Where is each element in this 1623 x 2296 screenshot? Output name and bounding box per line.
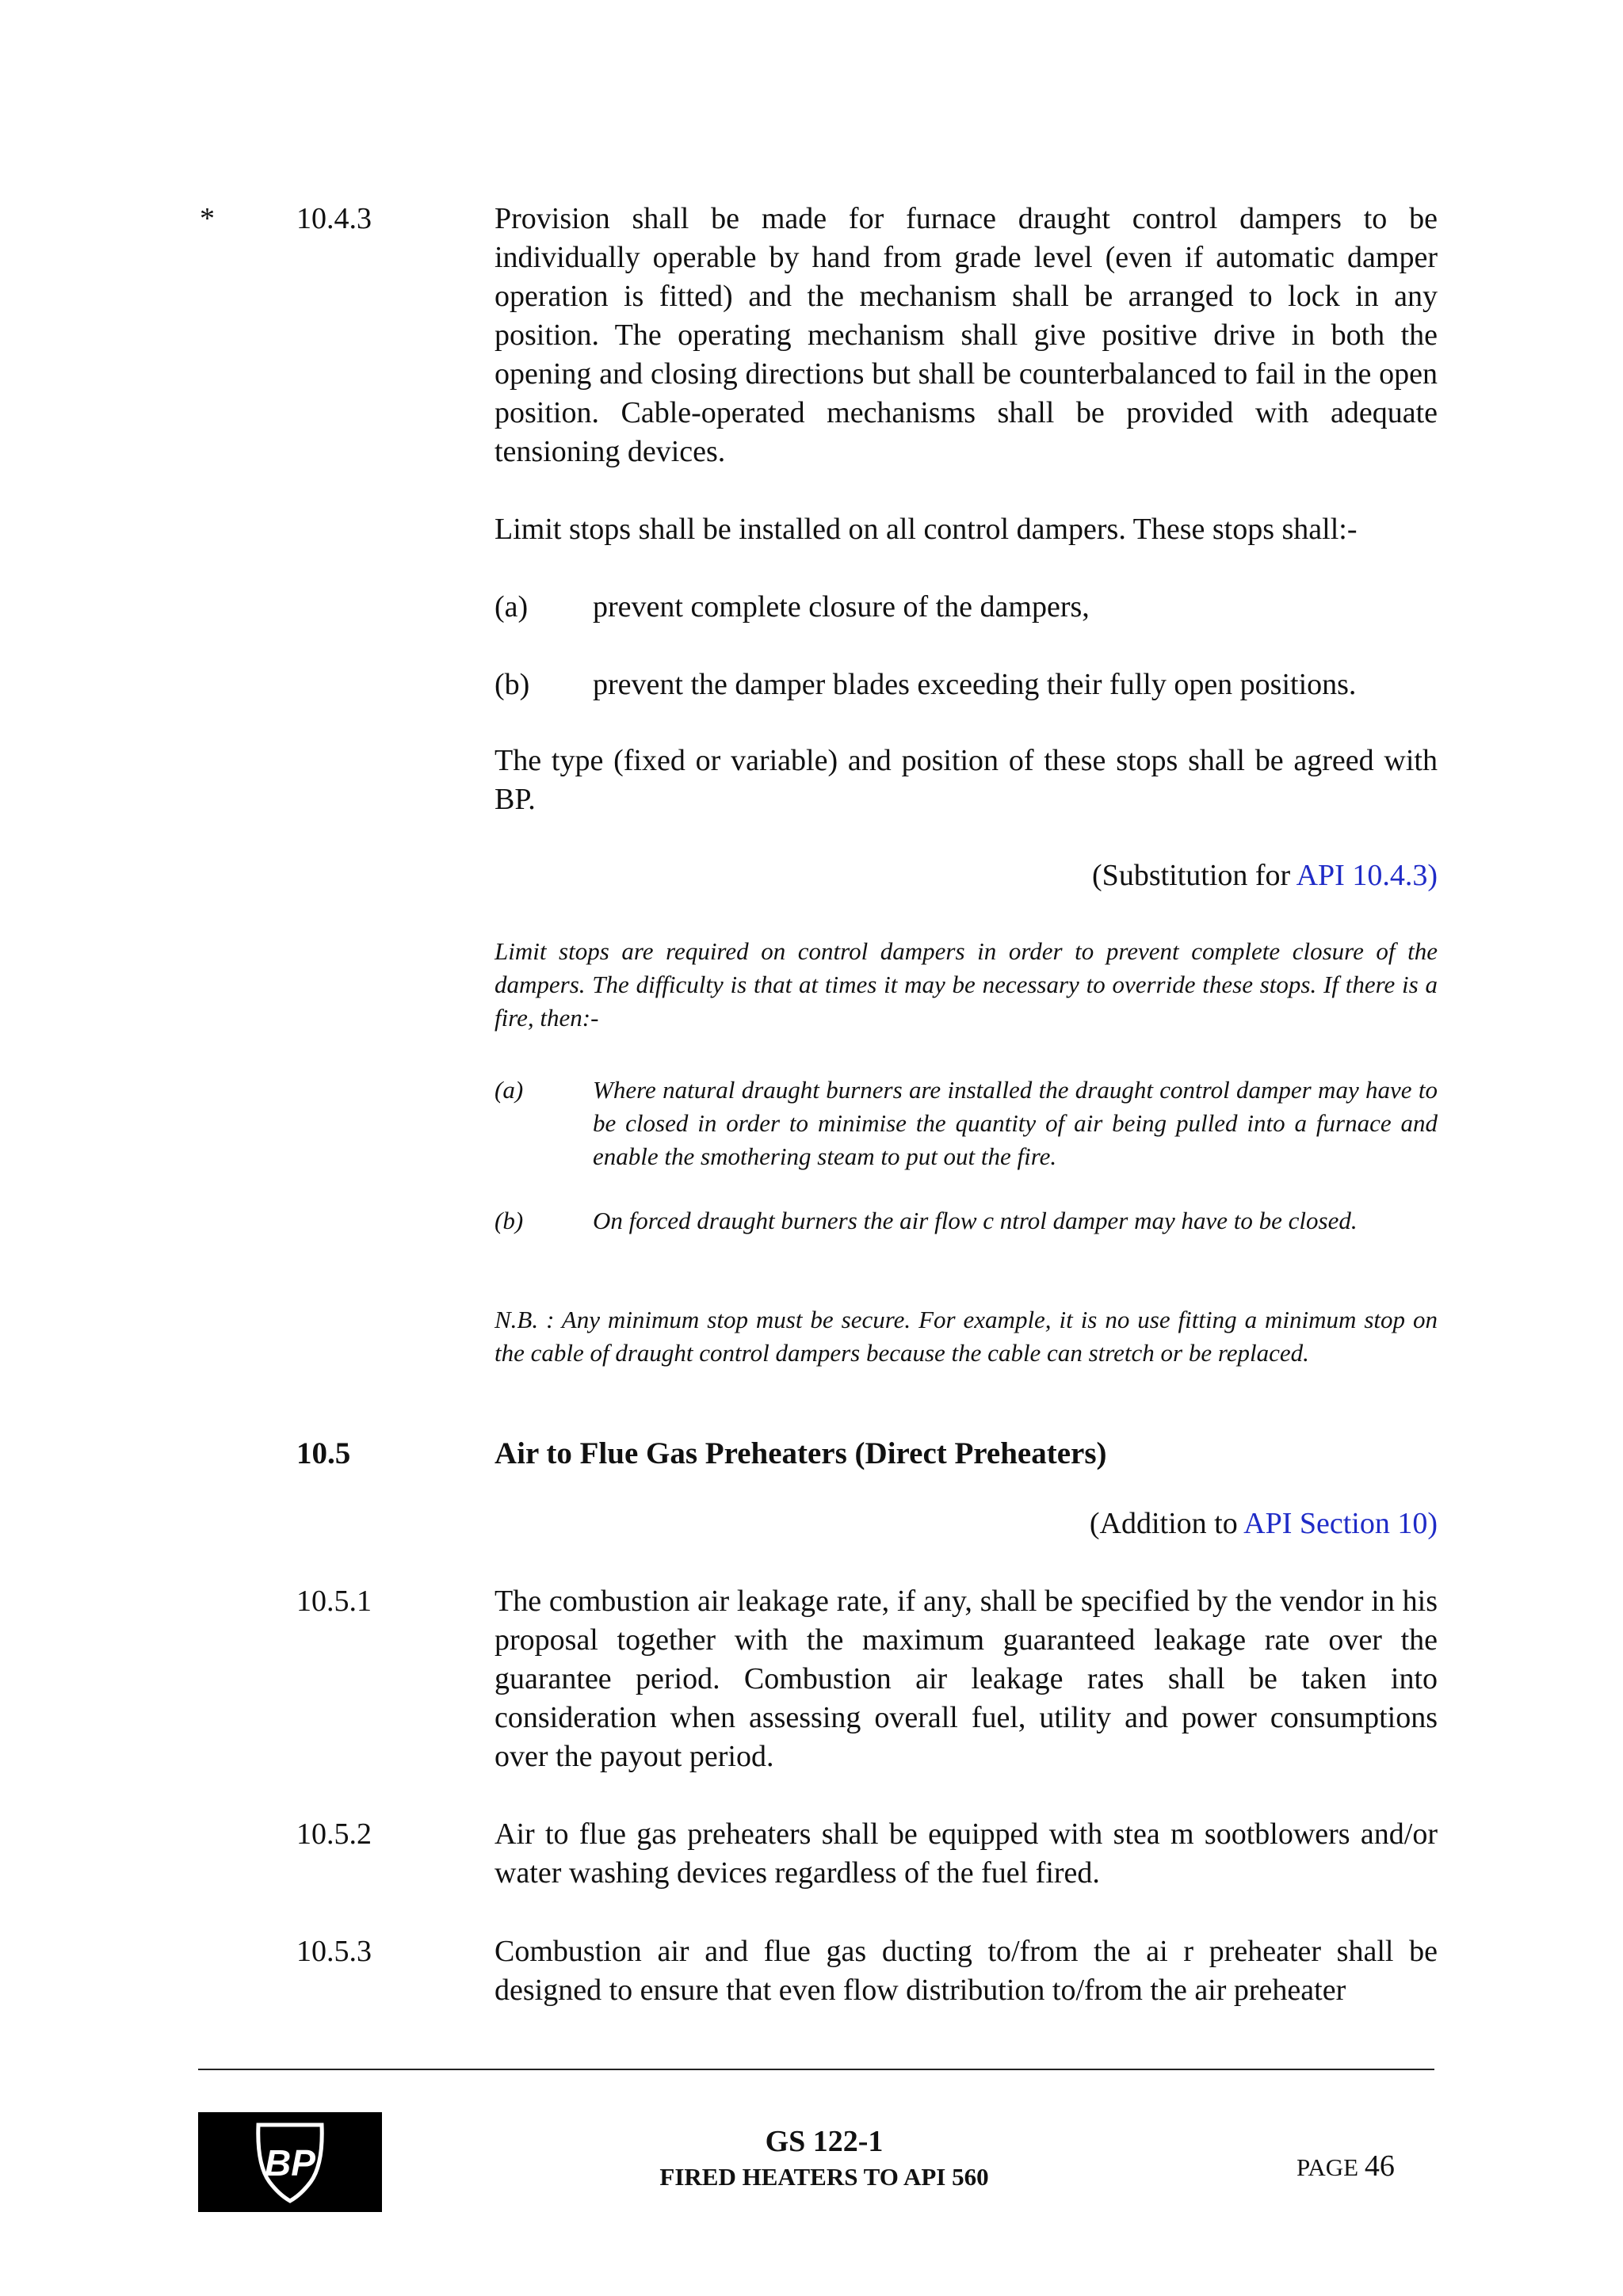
api-10-4-3-link[interactable]: API 10.4.3) [1296, 859, 1438, 892]
section-number: 10.5 [296, 1436, 351, 1470]
page-number: 46 [1364, 2149, 1395, 2183]
clause-10-5-1-text: The combustion air leakage rate, if any, shall be specified by the vendor in his proposal together with the maximum guaranteed leakage rate over the guarantee period. Combustion air leakage rates shall be taken into consideration when assessing overall fuel, utility and power consumptions over the payout period. [495, 1585, 1438, 1773]
bp-shield-icon [198, 2112, 382, 2212]
logo-text: BP [265, 2142, 315, 2183]
document-code: GS 122-1 [765, 2125, 884, 2158]
clause-10-5-3-text: Combustion air and flue gas ducting to/from the ai r preheater shall be designed to ensure that even flow distribution to/from the air preheater [495, 1935, 1438, 2007]
note-intro: Limit stops are required on control dampers in order to prevent complete closure of the dampers. The difficulty is that at times it may be necessary to override these stops. If there is a fire, then:- [495, 937, 1438, 1032]
reference-prefix: (Addition to [1089, 1507, 1244, 1540]
note-item-label: (b) [495, 1207, 524, 1234]
section-title: Air to Flue Gas Preheaters (Direct Preheaters) [495, 1436, 1107, 1470]
clause-10-4-3-paragraph-2: Limit stops shall be installed on all control dampers. These stops shall:- [495, 513, 1358, 546]
list-item-text: prevent complete closure of the dampers, [593, 590, 1090, 624]
clause-number-10-5-1: 10.5.1 [296, 1585, 372, 1618]
clause-number-10-4-3: 10.4.3 [296, 202, 372, 235]
page-label: PAGE [1296, 2153, 1365, 2181]
clause-number-10-5-3: 10.5.3 [296, 1935, 372, 1968]
reference-prefix: (Substitution for [1092, 859, 1296, 892]
note-item-text: On forced draught burners the air flow c ntrol damper may have to be closed. [593, 1207, 1358, 1234]
clause-10-5-2-text: Air to flue gas preheaters shall be equipped with stea m sootblowers and/or water washing devices regardless of the fuel fired. [495, 1817, 1438, 1890]
bp-logo [198, 2112, 382, 2212]
clause-10-4-3-paragraph-3: The type (fixed or variable) and position of these stops shall be agreed with BP. [495, 744, 1438, 816]
note-item-text: Where natural draught burners are installed the draught control damper may have to be closed in order to minimise the quantity of air being pulled into a furnace and enable the smothering steam to put out the fire. [593, 1076, 1438, 1170]
note-item-label: (a) [495, 1076, 524, 1104]
footer-divider [198, 2069, 1434, 2070]
addition-reference [1090, 1505, 1438, 1543]
note-nb: N.B. : Any minimum stop must be secure. For example, it is no use fitting a minimum stop on the cable of draught control dampers because the cable can stretch or be replaced. [495, 1306, 1438, 1367]
clause-number-10-5-2: 10.5.2 [296, 1817, 372, 1851]
revision-marker: * [200, 202, 215, 235]
list-item-label: (a) [495, 590, 529, 624]
clause-10-4-3-paragraph-1: Provision shall be made for furnace draught control dampers to be individually operable by hand from grade level (even if automatic damper operation is fitted) and the mechanism shall be arranged to lock in any position. The operating mechanism shall give positive drive in both the opening and closing directions but shall be counterbalanced to fail in the open position. Cable-operated mechanisms shall be provided with adequate tensioning devices. [495, 202, 1438, 468]
api-section-10-link[interactable]: API Section 10) [1243, 1507, 1438, 1540]
list-item-text: prevent the damper blades exceeding their fully open positions. [593, 668, 1357, 701]
document-title: FIRED HEATERS TO API 560 [659, 2163, 989, 2191]
list-item-label: (b) [495, 668, 530, 701]
substitution-reference [1092, 856, 1438, 895]
page-indicator [1296, 2150, 1395, 2183]
